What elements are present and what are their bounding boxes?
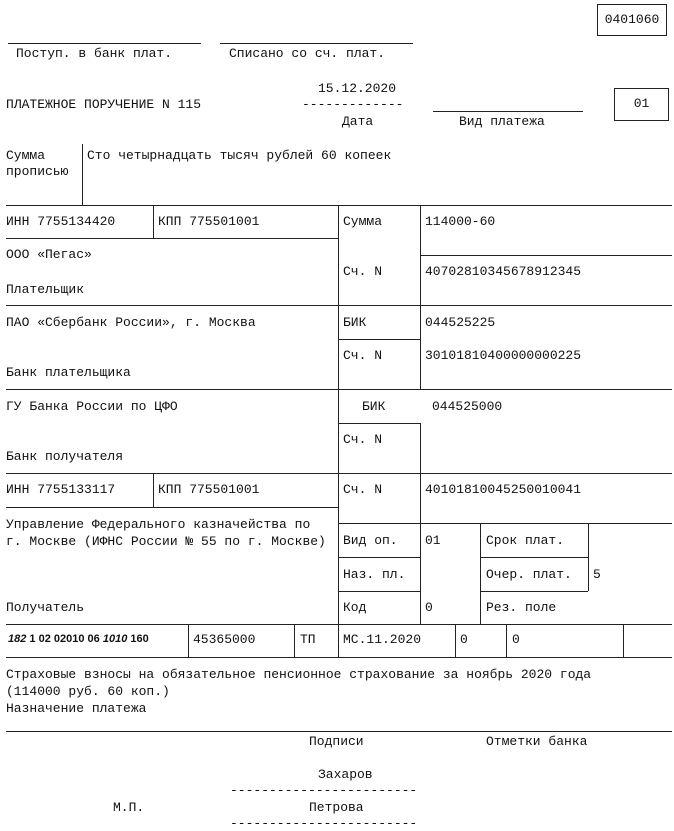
oktmo: 45365000 bbox=[193, 632, 256, 647]
grid-line bbox=[6, 389, 672, 390]
grid-line bbox=[6, 657, 672, 658]
amount-words-value: Сто четырнадцать тысяч рублей 60 копеек bbox=[87, 148, 392, 163]
payer-kpp: КПП 775501001 bbox=[158, 214, 260, 229]
grid-vline bbox=[188, 624, 189, 657]
tax-doc-no: 0 bbox=[460, 632, 468, 647]
kbk bbox=[8, 632, 149, 647]
payee-bank-name: ГУ Банка России по ЦФО bbox=[6, 399, 178, 414]
payee-kpp: КПП 775501001 bbox=[158, 482, 260, 497]
date-dashes: ------------- bbox=[302, 97, 404, 112]
grid-line bbox=[480, 591, 588, 592]
grid-line bbox=[6, 238, 338, 239]
purpose-label: Назначение платежа bbox=[6, 701, 147, 716]
op-type: 01 bbox=[425, 533, 441, 548]
grid-line bbox=[6, 473, 672, 474]
due-label: Срок плат. bbox=[486, 533, 565, 548]
signature-dashes-2: ------------------------ bbox=[230, 816, 418, 831]
code: 0 bbox=[425, 600, 433, 615]
received-label: Поступ. в банк плат. bbox=[16, 46, 173, 61]
grid-vline bbox=[480, 523, 481, 624]
payer-bank-corr: 30101810400000000225 bbox=[425, 348, 582, 363]
form-code: 0401060 bbox=[604, 12, 660, 27]
payer-name: ООО «Пегас» bbox=[6, 247, 92, 262]
grid-vline bbox=[455, 624, 456, 657]
payment-type-label: Вид платежа bbox=[459, 114, 545, 129]
grid-line bbox=[420, 255, 672, 256]
grid-vline bbox=[153, 473, 154, 507]
doc-title: ПЛАТЕЖНОЕ ПОРУЧЕНИЕ N 115 bbox=[6, 97, 202, 112]
kbk-part: 160 bbox=[130, 633, 149, 645]
grid-vline bbox=[338, 624, 339, 657]
grid-vline bbox=[338, 205, 339, 624]
amount-value: 114000-60 bbox=[425, 214, 496, 229]
tax-basis: ТП bbox=[300, 632, 316, 647]
status-code-box bbox=[614, 88, 669, 121]
payee-bank-bik: 044525000 bbox=[432, 399, 503, 414]
payee-inn: ИНН 7755133117 bbox=[6, 482, 116, 497]
op-type-label: Вид оп. bbox=[343, 533, 398, 548]
grid-vline bbox=[153, 205, 154, 238]
payer-bank-label: Банк плательщика bbox=[6, 365, 131, 380]
grid-line bbox=[6, 305, 672, 306]
payer-inn: ИНН 7755134420 bbox=[6, 214, 116, 229]
payee-account-label: Сч. N bbox=[343, 482, 383, 497]
payer-bank-name: ПАО «Сбербанк России», г. Москва bbox=[6, 315, 256, 330]
grid-line bbox=[6, 507, 338, 508]
purpose-bottom-line bbox=[6, 731, 672, 732]
date-label: Дата bbox=[342, 114, 374, 129]
kbk-part: 1010 bbox=[102, 633, 128, 645]
payer-label: Плательщик bbox=[6, 282, 85, 297]
stamp-label: М.П. bbox=[113, 800, 145, 815]
signer-2: Петрова bbox=[309, 800, 364, 815]
kbk-part: 182 bbox=[8, 633, 27, 645]
payee-account: 40101810045250010041 bbox=[425, 482, 582, 497]
payee-bank-corr-label: Сч. N bbox=[343, 432, 383, 447]
payee-bank-bik-label: БИК bbox=[362, 399, 386, 414]
amount-label: Сумма bbox=[343, 214, 383, 229]
debited-line bbox=[220, 43, 413, 44]
grid-line bbox=[338, 423, 420, 424]
payer-bank-bik: 044525225 bbox=[425, 315, 496, 330]
grid-line bbox=[338, 339, 420, 340]
form-code-box bbox=[597, 4, 667, 36]
payee-label: Получатель bbox=[6, 600, 85, 615]
grid-vline bbox=[506, 624, 507, 657]
status-code: 01 bbox=[633, 96, 650, 111]
payee-bank-label: Банк получателя bbox=[6, 449, 124, 464]
payment-type-line bbox=[433, 111, 583, 112]
amount-words-divider bbox=[82, 144, 83, 205]
grid-line bbox=[338, 557, 420, 558]
signer-1: Захаров bbox=[318, 767, 373, 782]
priority-label: Очер. плат. bbox=[486, 567, 572, 582]
grid-vline bbox=[588, 523, 589, 591]
debited-label: Списано со сч. плат. bbox=[229, 46, 386, 61]
amount-words-label-1: Сумма bbox=[6, 148, 46, 163]
grid-vline bbox=[420, 205, 421, 389]
tax-period: МС.11.2020 bbox=[343, 632, 422, 647]
bank-marks-label: Отметки банка bbox=[486, 734, 588, 749]
payee-name: Управление Федерального казначейства по г. Москве (ИФНС России № 55 по г. Москве) bbox=[6, 517, 326, 549]
kbk-part: 1 02 02010 06 bbox=[29, 633, 100, 645]
code-label: Код bbox=[343, 600, 367, 615]
signature-dashes-1: ------------------------ bbox=[230, 783, 418, 798]
received-line bbox=[8, 43, 201, 44]
date-value: 15.12.2020 bbox=[318, 81, 397, 96]
tax-doc-date: 0 bbox=[512, 632, 520, 647]
grid-vline bbox=[623, 624, 624, 657]
purpose-code-label: Наз. пл. bbox=[343, 567, 406, 582]
grid-line bbox=[6, 624, 672, 625]
payer-bank-corr-label: Сч. N bbox=[343, 348, 383, 363]
grid-line bbox=[480, 557, 588, 558]
priority: 5 bbox=[593, 567, 601, 582]
grid-line bbox=[338, 591, 420, 592]
grid-vline bbox=[420, 423, 421, 624]
amount-words-label-2: прописью bbox=[6, 164, 69, 179]
payer-bank-bik-label: БИК bbox=[343, 315, 367, 330]
grid-line bbox=[6, 205, 672, 206]
purpose-line-2: (114000 руб. 60 коп.) bbox=[6, 684, 170, 699]
purpose-line-1: Страховые взносы на обязательное пенсионное страхование за ноябрь 2020 года bbox=[6, 667, 592, 682]
signatures-label: Подписи bbox=[309, 734, 364, 749]
grid-vline bbox=[294, 624, 295, 657]
payer-account-label: Сч. N bbox=[343, 264, 383, 279]
payer-account: 40702810345678912345 bbox=[425, 264, 582, 279]
reserve-label: Рез. поле bbox=[486, 600, 557, 615]
grid-line bbox=[338, 523, 672, 524]
